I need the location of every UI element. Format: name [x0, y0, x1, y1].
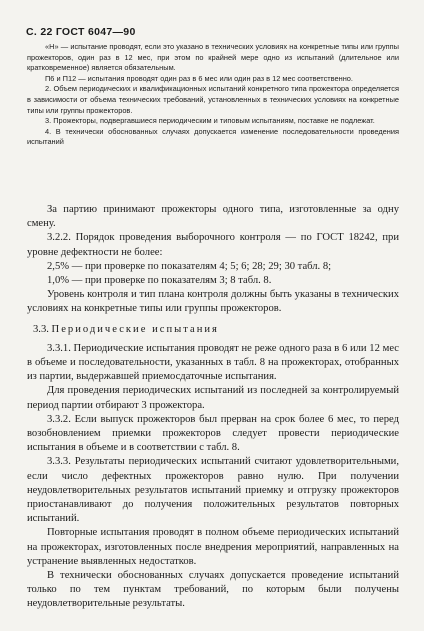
paragraph: За партию принимают прожекторы одного типа, изготовленные за одну смену. [27, 204, 399, 230]
table-notes [27, 42, 399, 148]
page-header: С. 22 ГОСТ 6047—90 [26, 26, 136, 38]
note-paragraph: 4. В технически обоснованных случаях допускается изменение последовательности проведения испытаний [27, 126, 399, 147]
paragraph: Уровень контроля и тип плана контроля должны быть указаны в технических условиях на конкретные типы или группы прожекторов. [27, 289, 399, 315]
paragraph: 3.3.2. Если выпуск прожекторов был прерван на срок более 6 мес, то перед возобновлением приемки прожекторов следует провести периодические испытания в объеме и в соответствии с табл. 8. [27, 413, 399, 454]
paragraph: Повторные испытания проводят в полном объеме периодических испытаний на прожекторах, изготовленных после внедрения мероприятий, направленных на устранение выявленных недостатков. [27, 527, 399, 567]
paragraph: 3.2.2. Порядок проведения выборочного контроля — по ГОСТ 18242, при уровне дефектности не более: [27, 232, 399, 258]
section-number: 3.3. [33, 323, 52, 335]
paragraph: 3.3.1. Периодические испытания проводят не реже одного раза в 6 или 12 мес в объеме и последовательности, указанных в табл. 8 на прожекторах, отобранных из партии, выдержавшей приемосдаточные испытания. [27, 342, 399, 383]
section-heading [27, 323, 399, 337]
main-text [27, 203, 399, 612]
paragraph: Для проведения периодических испытаний из последней за контролируемый период партии отбирают 3 прожектора. [27, 385, 399, 411]
note-paragraph: 3. Прожекторы, подвергавшиеся периодическим и типовым испытаниям, поставке не подлежат. [45, 116, 375, 126]
note-paragraph: 2. Объем периодических и квалификационных испытаний конкретного типа прожектора определяется в зависимости от объема технических требований, установленных в технических условиях на конкретные типы или группы прожекторов. [27, 84, 399, 115]
note-paragraph: «Н» — испытание проводят, если это указано в технических условиях на конкретные типы или группы прожекторов, один раз в 12 мес, при этом по крайней мере одно из испытаний (длительное или кратковременное) является обязательным. [27, 42, 399, 73]
paragraph: В технически обоснованных случаях допускается проведение испытаний только по тем пунктам требований, по которым были получены неудовлетворительные результаты. [27, 570, 399, 610]
list-item: 2,5% — при проверке по показателям 4; 5; 6; 28; 29; 30 табл. 8; [47, 260, 332, 272]
note-paragraph: П6 и П12 — испытания проводят один раз в 6 мес или один раз в 12 мес соответственно. [45, 73, 353, 83]
section-title: Периодические испытания [51, 323, 219, 335]
paragraph: 3.3.3. Результаты периодических испытаний считают удовлетворительными, если число дефектных прожекторов равно нулю. При получении неудовлетворительных результатов испытаний приемку и отгрузку прожекторов приостанавливают до получения положительных результатов повторных испытаний. [27, 456, 399, 525]
list-item: 1,0% — при проверке по показателям 3; 8 табл. 8. [47, 275, 272, 287]
